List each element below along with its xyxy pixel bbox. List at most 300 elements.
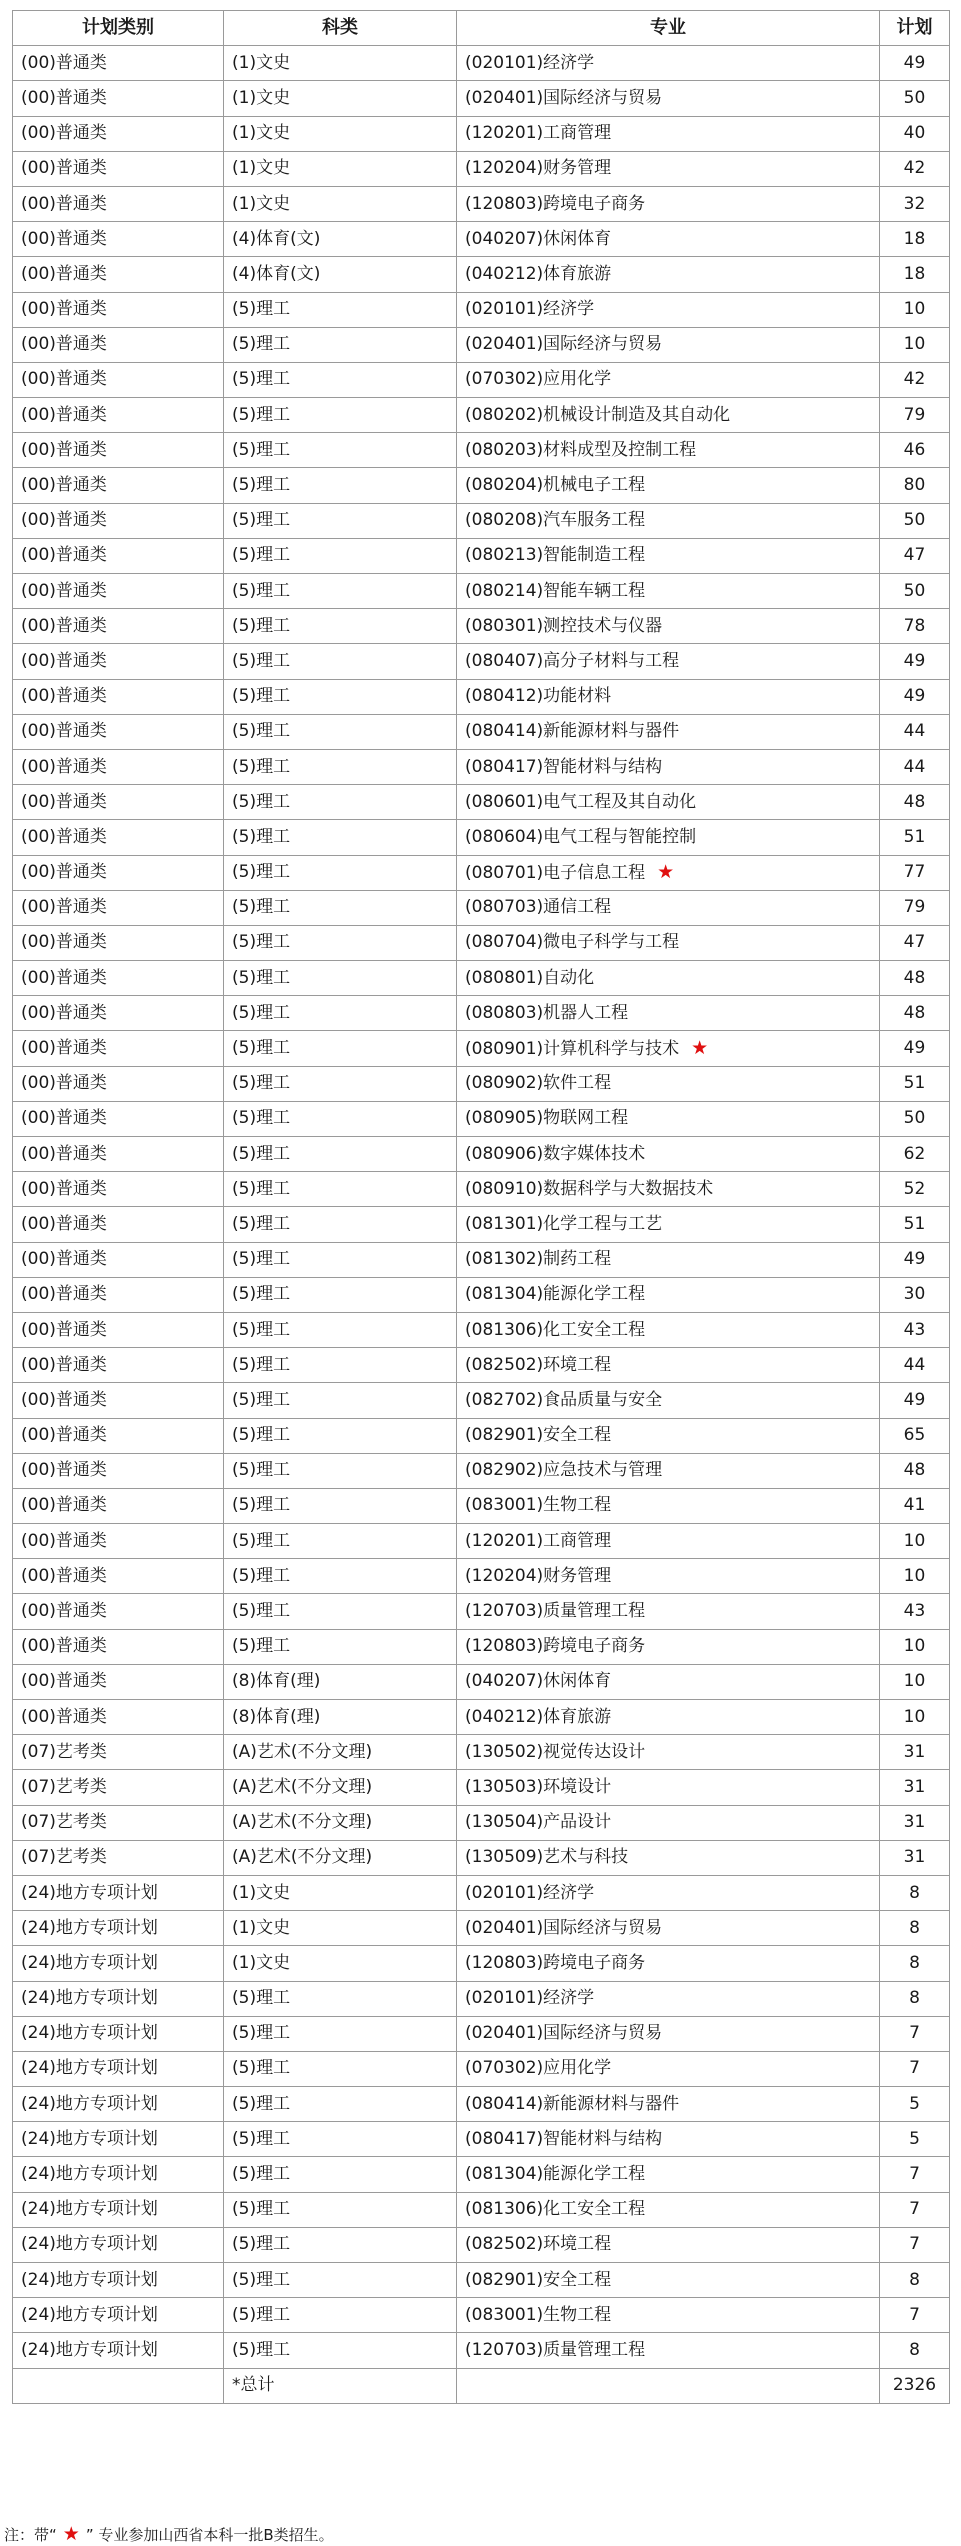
cell-major-text: (070302)应用化学: [465, 2058, 612, 2079]
cell-plan-count-text: 10: [903, 1565, 926, 1586]
cell-subject-category-text: (5)理工: [232, 1389, 291, 1410]
cell-major-text: (130502)视觉传达设计: [465, 1741, 646, 1762]
table-row: [13, 1101, 950, 1136]
cell-plan-count-text: 42: [903, 158, 926, 179]
cell-plan-category: [13, 468, 224, 503]
cell-major-text: (040212)体育旅游: [465, 263, 612, 284]
cell-major: [457, 1875, 880, 1910]
table-row: [13, 116, 950, 151]
cell-subject-category-text: (5)理工: [232, 404, 291, 425]
cell-subject-category-text: (5)理工: [232, 1601, 291, 1622]
cell-plan-count-text: 5: [909, 2093, 920, 2114]
cell-major: [457, 609, 880, 644]
table-row: [13, 81, 950, 116]
cell-subject-category: [224, 1700, 457, 1735]
cell-major-text: (080901)计算机科学与技术: [465, 1039, 680, 1060]
cell-major: [457, 1242, 880, 1277]
cell-subject-category: [224, 538, 457, 573]
table-header-row: [13, 11, 950, 46]
cell-subject-category: [224, 81, 457, 116]
cell-plan-category: [13, 2122, 224, 2157]
cell-plan-category: [13, 2051, 224, 2086]
cell-major-text: (082902)应急技术与管理: [465, 1460, 663, 1481]
cell-plan-category: [13, 222, 224, 257]
cell-major-text: (080204)机械电子工程: [465, 475, 646, 496]
cell-major: [457, 327, 880, 362]
cell-major: [457, 116, 880, 151]
cell-subject-category: [224, 1770, 457, 1805]
table-row: [13, 362, 950, 397]
cell-subject-category-text: (A)艺术(不分文理): [232, 1776, 373, 1797]
cell-major: [457, 1031, 880, 1066]
cell-major-text: (080202)机械设计制造及其自动化: [465, 404, 731, 425]
cell-major: [457, 855, 880, 890]
cell-plan-category: [13, 749, 224, 784]
cell-plan-category: [13, 1207, 224, 1242]
cell-subject-category: [224, 925, 457, 960]
cell-plan-category: [13, 186, 224, 221]
cell-plan-count-text: 7: [909, 2058, 920, 2079]
cell-plan-count-text: 43: [903, 1601, 926, 1622]
cell-plan-category-text: (00)普通类: [21, 1530, 107, 1551]
cell-plan-category-text: (00)普通类: [21, 1284, 107, 1305]
cell-major: [457, 2333, 880, 2368]
table-row: [13, 2333, 950, 2368]
cell-major: [457, 1312, 880, 1347]
cell-plan-category: [13, 2016, 224, 2051]
table-row: [13, 398, 950, 433]
cell-plan-category: [13, 1277, 224, 1312]
cell-plan-category: [13, 151, 224, 186]
cell-major: [457, 679, 880, 714]
cell-plan-category-text: (24)地方专项计划: [21, 2128, 158, 2149]
cell-subject-category: [224, 1207, 457, 1242]
table-row: [13, 679, 950, 714]
cell-plan-count: [880, 468, 950, 503]
cell-subject-category-text: (5)理工: [232, 2058, 291, 2079]
cell-major-text: (080417)智能材料与结构: [465, 756, 663, 777]
cell-plan-category: [13, 1770, 224, 1805]
table-row: [13, 1242, 950, 1277]
cell-plan-count-text: 43: [903, 1319, 926, 1340]
cell-major-text: (020101)经济学: [465, 1988, 595, 2009]
table-row: [13, 1277, 950, 1312]
cell-major-text: (120803)跨境电子商务: [465, 1952, 646, 1973]
cell-plan-count: [880, 1172, 950, 1207]
cell-plan-count: [880, 925, 950, 960]
cell-major-text: (040207)休闲体育: [465, 228, 612, 249]
cell-subject-category: [224, 222, 457, 257]
cell-plan-count-text: 51: [903, 826, 926, 847]
cell-plan-category-text: (00)普通类: [21, 1038, 107, 1059]
cell-plan-category-text: (00)普通类: [21, 158, 107, 179]
cell-major: [457, 362, 880, 397]
cell-plan-count-text: 41: [903, 1495, 926, 1516]
table-row: [13, 257, 950, 292]
cell-major: [457, 1172, 880, 1207]
cell-major: [457, 398, 880, 433]
table-row: [13, 468, 950, 503]
cell-plan-category: [13, 890, 224, 925]
cell-major-text: (080902)软件工程: [465, 1073, 612, 1094]
cell-plan-count-text: 5: [909, 2128, 920, 2149]
cell-subject-category: [224, 1066, 457, 1101]
cell-subject-category: [224, 1840, 457, 1875]
cell-plan-count-text: 8: [909, 1917, 920, 1938]
cell-major-text: (080910)数据科学与大数据技术: [465, 1178, 714, 1199]
cell-plan-count-text: 49: [903, 1389, 926, 1410]
cell-plan-category-text: (00)普通类: [21, 475, 107, 496]
cell-subject-category: [224, 1277, 457, 1312]
cell-subject-category: [224, 1383, 457, 1418]
cell-major-text: (020401)国际经济与贸易: [465, 87, 663, 108]
header-major: 专业: [457, 11, 880, 46]
cell-plan-count-text: 8: [909, 2269, 920, 2290]
cell-subject-category-text: (5)理工: [232, 439, 291, 460]
cell-plan-count: [880, 116, 950, 151]
cell-subject-category-text: (5)理工: [232, 369, 291, 390]
cell-plan-category: [13, 996, 224, 1031]
cell-plan-category-text: (00)普通类: [21, 52, 107, 73]
cell-plan-category-text: (00)普通类: [21, 1425, 107, 1446]
cell-plan-count-text: 46: [903, 439, 926, 460]
cell-plan-count-text: 49: [903, 52, 926, 73]
cell-plan-category: [13, 785, 224, 820]
cell-plan-count-text: 31: [903, 1776, 926, 1797]
cell-subject-category-text: (5)理工: [232, 1178, 291, 1199]
cell-subject-category: [224, 1348, 457, 1383]
cell-major-text: (120204)财务管理: [465, 158, 612, 179]
cell-plan-category: [13, 1488, 224, 1523]
table-row: [13, 538, 950, 573]
cell-subject-category: [224, 257, 457, 292]
cell-major: [457, 503, 880, 538]
cell-subject-category: [224, 609, 457, 644]
cell-plan-count: [880, 2227, 950, 2262]
cell-major: [457, 820, 880, 855]
table-row: [13, 151, 950, 186]
cell-major: [457, 151, 880, 186]
cell-plan-count-text: 40: [903, 123, 926, 144]
cell-plan-category: [13, 1700, 224, 1735]
table-row: [13, 1559, 950, 1594]
cell-subject-category-text: (5)理工: [232, 2269, 291, 2290]
cell-plan-count: [880, 1559, 950, 1594]
cell-plan-category: [13, 81, 224, 116]
cell-plan-count: [880, 1066, 950, 1101]
cell-major: [457, 2087, 880, 2122]
cell-subject-category: [224, 1735, 457, 1770]
cell-major-text: (080703)通信工程: [465, 897, 612, 918]
cell-plan-category-text: (00)普通类: [21, 1389, 107, 1410]
cell-subject-category-text: (5)理工: [232, 2164, 291, 2185]
cell-subject-category-text: (5)理工: [232, 897, 291, 918]
cell-plan-category-text: (07)艺考类: [21, 1776, 107, 1797]
cell-plan-count: [880, 855, 950, 890]
table-row: [13, 433, 950, 468]
cell-plan-category: [13, 362, 224, 397]
table-row: [13, 222, 950, 257]
cell-plan-count-text: 79: [903, 404, 926, 425]
cell-major: [457, 1453, 880, 1488]
table-row: [13, 2122, 950, 2157]
cell-subject-category: [224, 1946, 457, 1981]
cell-subject-category: [224, 2051, 457, 2086]
cell-major: [457, 2263, 880, 2298]
cell-plan-count: [880, 2298, 950, 2333]
table-row: [13, 2051, 950, 2086]
cell-subject-category-text: (1)文史: [232, 1952, 291, 1973]
cell-plan-category: [13, 2263, 224, 2298]
cell-plan-count: [880, 538, 950, 573]
cell-subject-category-text: (5)理工: [232, 1038, 291, 1059]
cell-major-text: (082901)安全工程: [465, 1425, 612, 1446]
cell-plan-count: [880, 257, 950, 292]
cell-major-text: (080301)测控技术与仪器: [465, 615, 663, 636]
cell-plan-count: [880, 1840, 950, 1875]
cell-subject-category: [224, 433, 457, 468]
cell-plan-category-text: (24)地方专项计划: [21, 2058, 158, 2079]
table-row: [13, 1875, 950, 1910]
table-row: [13, 890, 950, 925]
cell-plan-category-text: (00)普通类: [21, 1495, 107, 1516]
cell-plan-count: [880, 574, 950, 609]
cell-major-text: (080801)自动化: [465, 967, 595, 988]
table-row: [13, 2263, 950, 2298]
cell-subject-category: [224, 714, 457, 749]
cell-plan-category: [13, 1946, 224, 1981]
cell-major: [457, 1946, 880, 1981]
cell-plan-count: [880, 1770, 950, 1805]
cell-subject-category-text: (5)理工: [232, 826, 291, 847]
cell-subject-category: [224, 820, 457, 855]
cell-plan-count-text: 44: [903, 1354, 926, 1375]
cell-plan-count-text: 7: [909, 2234, 920, 2255]
table-row: [13, 1770, 950, 1805]
cell-plan-category-text: (24)地方专项计划: [21, 2093, 158, 2114]
cell-plan-count-text: 50: [903, 510, 926, 531]
cell-plan-count: [880, 2263, 950, 2298]
cell-plan-category: [13, 609, 224, 644]
cell-plan-category: [13, 538, 224, 573]
cell-subject-category: [224, 1172, 457, 1207]
cell-plan-count: [880, 1137, 950, 1172]
cell-subject-category-text: (5)理工: [232, 615, 291, 636]
cell-plan-category-text: (24)地方专项计划: [21, 1988, 158, 2009]
cell-major: [457, 1348, 880, 1383]
cell-subject-category-text: (5)理工: [232, 862, 291, 883]
cell-plan-count: [880, 961, 950, 996]
cell-subject-category-text: (5)理工: [232, 2093, 291, 2114]
cell-subject-category-text: (5)理工: [232, 650, 291, 671]
footnote-text: ” 专业参加山西省本科一批B类招生。: [85, 2526, 334, 2544]
cell-plan-count-text: 7: [909, 2199, 920, 2220]
cell-subject-category-text: (5)理工: [232, 967, 291, 988]
table-row: [13, 1488, 950, 1523]
cell-plan-category: [13, 257, 224, 292]
cell-subject-category-text: (5)理工: [232, 580, 291, 601]
cell-plan-count: [880, 1875, 950, 1910]
cell-plan-category: [13, 1840, 224, 1875]
cell-major: [457, 1735, 880, 1770]
cell-plan-category: [13, 574, 224, 609]
cell-plan-category: [13, 1242, 224, 1277]
cell-subject-category-text: (5)理工: [232, 721, 291, 742]
cell-plan-category: [13, 1664, 224, 1699]
cell-plan-count: [880, 2122, 950, 2157]
cell-subject-category-text: (5)理工: [232, 2339, 291, 2360]
cell-major-text: (081304)能源化学工程: [465, 1284, 646, 1305]
cell-plan-category-text: (00)普通类: [21, 615, 107, 636]
cell-plan-category-text: (00)普通类: [21, 404, 107, 425]
cell-plan-category-text: (24)地方专项计划: [21, 2339, 158, 2360]
cell-subject-category-text: (5)理工: [232, 475, 291, 496]
cell-plan-category-text: (00)普通类: [21, 1178, 107, 1199]
table-row: [13, 2016, 950, 2051]
cell-subject-category-text: (5)理工: [232, 686, 291, 707]
cell-plan-count-text: 50: [903, 580, 926, 601]
cell-plan-count-text: 49: [903, 686, 926, 707]
cell-plan-category-text: (00)普通类: [21, 1143, 107, 1164]
cell-plan-count-text: 47: [903, 545, 926, 566]
cell-plan-count: [880, 2333, 950, 2368]
cell-plan-category-text: (00)普通类: [21, 1108, 107, 1129]
cell-major: [457, 257, 880, 292]
cell-subject-category-text: (A)艺术(不分文理): [232, 1847, 373, 1868]
cell-plan-count: [880, 151, 950, 186]
cell-plan-count: [880, 1700, 950, 1735]
table-row: [13, 855, 950, 890]
cell-plan-count: [880, 644, 950, 679]
cell-major: [457, 186, 880, 221]
table-row: [13, 1735, 950, 1770]
cell-plan-count: [880, 1805, 950, 1840]
cell-plan-count: [880, 503, 950, 538]
cell-plan-count-text: 77: [903, 862, 926, 883]
cell-major-text: (120703)质量管理工程: [465, 2339, 646, 2360]
cell-subject-category: [224, 2227, 457, 2262]
cell-major-text: (082502)环境工程: [465, 2234, 612, 2255]
cell-subject-category-text: (8)体育(理): [232, 1671, 321, 1692]
cell-major-text: (080412)功能材料: [465, 686, 612, 707]
cell-plan-count-text: 31: [903, 1812, 926, 1833]
cell-plan-count-text: 7: [909, 2164, 920, 2185]
cell-subject-category-text: (5)理工: [232, 1143, 291, 1164]
cell-subject-category-text: (5)理工: [232, 756, 291, 777]
cell-plan-count: [880, 292, 950, 327]
cell-subject-category: [224, 996, 457, 1031]
cell-plan-category-text: (00)普通类: [21, 1354, 107, 1375]
cell-major: [457, 1664, 880, 1699]
cell-plan-count: [880, 1348, 950, 1383]
cell-major: [457, 1137, 880, 1172]
cell-plan-category-text: (00)普通类: [21, 299, 107, 320]
cell-subject-category-text: (A)艺术(不分文理): [232, 1741, 373, 1762]
cell-plan-category-text: (00)普通类: [21, 1636, 107, 1657]
cell-plan-category: [13, 1805, 224, 1840]
cell-major: [457, 222, 880, 257]
cell-major-text: (081304)能源化学工程: [465, 2164, 646, 2185]
cell-subject-category-text: (A)艺术(不分文理): [232, 1812, 373, 1833]
cell-plan-count-text: 48: [903, 1002, 926, 1023]
cell-plan-count: [880, 1911, 950, 1946]
cell-major: [457, 81, 880, 116]
cell-major: [457, 1911, 880, 1946]
header-subject-category: 科类: [224, 11, 457, 46]
cell-major: [457, 1418, 880, 1453]
cell-subject-category-text: (1)文史: [232, 52, 291, 73]
cell-major: [457, 1594, 880, 1629]
cell-plan-count-text: 79: [903, 897, 926, 918]
cell-plan-count-text: 10: [903, 1706, 926, 1727]
cell-subject-category-text: (5)理工: [232, 334, 291, 355]
table-row: [13, 714, 950, 749]
cell-subject-category: [224, 1137, 457, 1172]
cell-subject-category: [224, 1031, 457, 1066]
cell-plan-category-text: (00)普通类: [21, 263, 107, 284]
cell-plan-category: [13, 1453, 224, 1488]
cell-plan-count-text: 30: [903, 1284, 926, 1305]
cell-subject-category-text: (5)理工: [232, 1530, 291, 1551]
cell-plan-count-text: 31: [903, 1847, 926, 1868]
cell-major: [457, 2157, 880, 2192]
cell-plan-category-text: (00)普通类: [21, 791, 107, 812]
cell-plan-category-text: (00)普通类: [21, 1706, 107, 1727]
cell-major-text: (040207)休闲体育: [465, 1671, 612, 1692]
cell-plan-count: [880, 1664, 950, 1699]
cell-plan-category: [13, 2298, 224, 2333]
cell-plan-count: [880, 609, 950, 644]
cell-subject-category: [224, 2192, 457, 2227]
table-row: [13, 1348, 950, 1383]
cell-major-text: (120204)财务管理: [465, 1565, 612, 1586]
cell-plan-category: [13, 1418, 224, 1453]
cell-plan-count: [880, 2051, 950, 2086]
cell-plan-count-text: 32: [903, 193, 926, 214]
cell-plan-category: [13, 820, 224, 855]
cell-subject-category: [224, 46, 457, 81]
cell-major: [457, 2051, 880, 2086]
cell-plan-category: [13, 116, 224, 151]
footnote-prefix: 注：带“: [4, 2526, 57, 2544]
cell-plan-category-text: (07)艺考类: [21, 1812, 107, 1833]
cell-major-text: (080417)智能材料与结构: [465, 2128, 663, 2149]
table-row: [13, 820, 950, 855]
cell-plan-category: [13, 1383, 224, 1418]
table-row: [13, 1137, 950, 1172]
cell-plan-category: [13, 2087, 224, 2122]
cell-plan-category: [13, 961, 224, 996]
cell-plan-category-text: (00)普通类: [21, 967, 107, 988]
cell-subject-category-text: (5)理工: [232, 2304, 291, 2325]
cell-plan-category: [13, 1101, 224, 1136]
cell-subject-category-text: (5)理工: [232, 1319, 291, 1340]
cell-major-text: (120201)工商管理: [465, 123, 612, 144]
cell-plan-category: [13, 1875, 224, 1910]
cell-plan-category: [13, 327, 224, 362]
cell-plan-count: [880, 327, 950, 362]
cell-major-text: (080214)智能车辆工程: [465, 580, 646, 601]
cell-plan-count-text: 10: [903, 1671, 926, 1692]
cell-subject-category-text: (5)理工: [232, 1460, 291, 1481]
cell-plan-category-text: (00)普通类: [21, 1002, 107, 1023]
cell-plan-category: [13, 1559, 224, 1594]
cell-major-text: (080704)微电子科学与工程: [465, 932, 680, 953]
cell-plan-count: [880, 1277, 950, 1312]
cell-subject-category-text: (5)理工: [232, 1213, 291, 1234]
cell-plan-category: [13, 2192, 224, 2227]
cell-plan-count-text: 47: [903, 932, 926, 953]
